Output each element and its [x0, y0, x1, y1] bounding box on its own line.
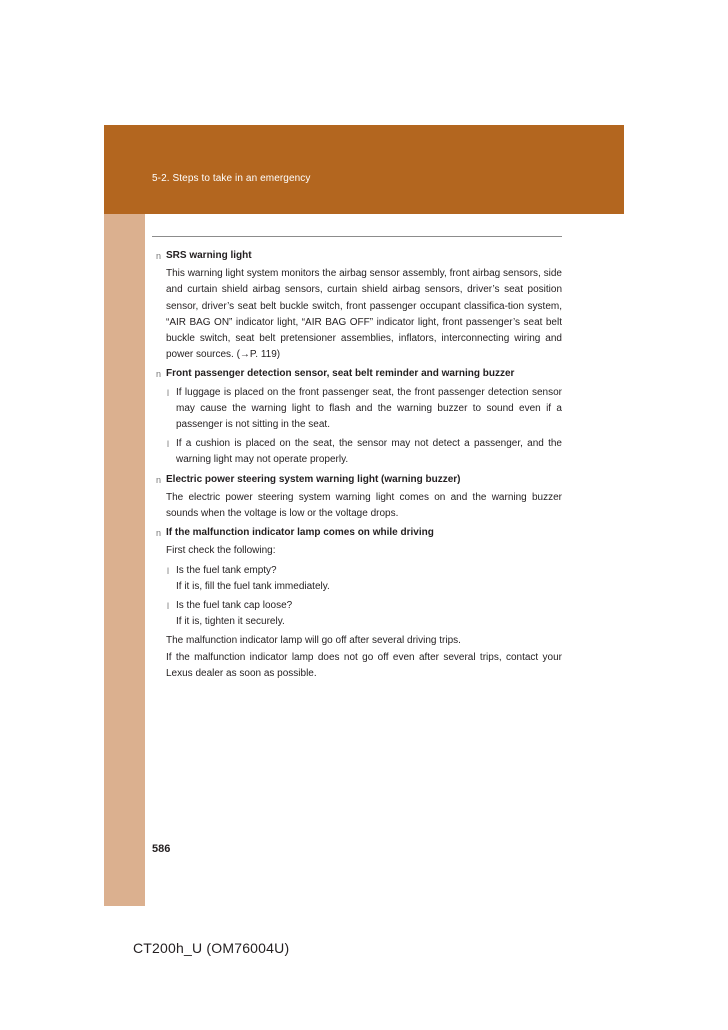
- section-heading-mil: [152, 525, 562, 541]
- bullet-text: Is the fuel tank cap loose?: [176, 600, 293, 612]
- list-item: [152, 563, 562, 595]
- bullet-subtext: If it is, fill the fuel tank immediately.: [176, 580, 330, 592]
- header-band: [104, 125, 624, 214]
- document-code: CT200h_U (OM76004U): [133, 940, 290, 956]
- list-item: [152, 598, 562, 630]
- mil-outro-1: The malfunction indicator lamp will go off after several driving trips.: [166, 635, 461, 647]
- bullet-marker-icon: l: [167, 601, 169, 612]
- section-marker-icon: n: [156, 528, 162, 539]
- side-band: [104, 214, 145, 906]
- section-marker-icon: n: [156, 369, 162, 380]
- page-content: [152, 248, 562, 685]
- srs-paragraph: This warning light system monitors the airbag sensor assembly, front airbag sensors, side and curtain shield airbag sensors, curtain shield airbag sensors, driver’s seat position sensor, driver’s seat belt buckle switch, front passenger occupant classifica-tion system, “AIR BAG ON” indicator light, “AIR BAG OFF” indicator light, front passenger’s seat belt buckle switch, seat belt pretensioner assemblies, inflators, interconnecting wiring and power sources. (→P. 119): [166, 268, 562, 361]
- mil-outro-2: If the malfunction indicator lamp does not go off even after several trips, contact your Lexus dealer as soon as possible.: [166, 651, 562, 679]
- section-marker-icon: n: [156, 251, 162, 261]
- section-heading-eps: [152, 472, 562, 488]
- section-marker-icon: n: [156, 474, 162, 485]
- heading-text: SRS warning light: [166, 250, 252, 261]
- section-heading-passenger-sensor: [152, 366, 562, 382]
- eps-paragraph: The electric power steering system warning light comes on and the warning buzzer sounds when the voltage is low or the voltage drops.: [166, 491, 562, 520]
- bullet-text: If luggage is placed on the front passenger seat, the front passenger detection sensor may cause the warning light to flash and the warning buzzer to sound even if a passenger is not sitting in the seat.: [176, 386, 562, 431]
- bullet-marker-icon: l: [167, 565, 169, 576]
- bullet-marker-icon: l: [167, 439, 169, 450]
- list-item: [152, 436, 562, 468]
- heading-text: If the malfunction indicator lamp comes on while driving: [166, 527, 434, 539]
- bullet-text: Is the fuel tank empty?: [176, 564, 277, 576]
- list-item: [152, 385, 562, 434]
- bullet-marker-icon: l: [167, 387, 169, 398]
- divider-rule: [152, 236, 562, 237]
- page-number: 586: [152, 843, 171, 855]
- section-heading-srs: [152, 248, 562, 264]
- heading-text: Front passenger detection sensor, seat belt reminder and warning buzzer: [166, 368, 515, 380]
- bullet-text: If a cushion is placed on the seat, the sensor may not detect a passenger, and the warning light may not operate properly.: [176, 438, 562, 466]
- heading-text: Electric power steering system warning light (warning buzzer): [166, 473, 461, 485]
- mil-intro: First check the following:: [166, 545, 276, 557]
- bullet-subtext: If it is, tighten it securely.: [176, 616, 285, 628]
- section-title: 5-2. Steps to take in an emergency: [152, 173, 311, 184]
